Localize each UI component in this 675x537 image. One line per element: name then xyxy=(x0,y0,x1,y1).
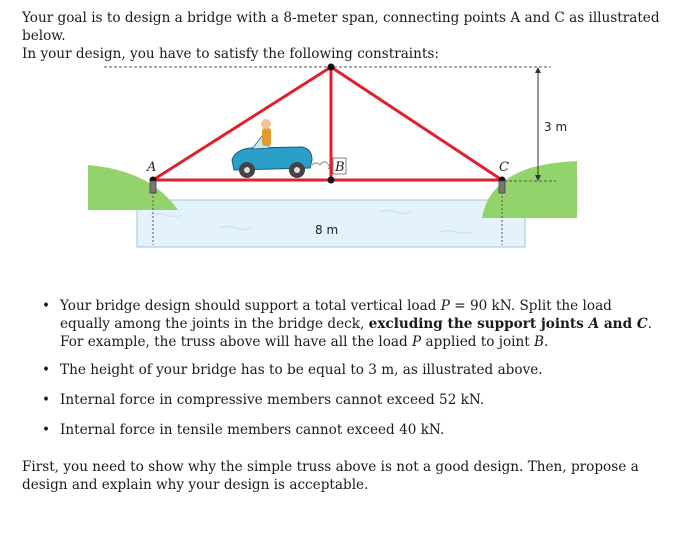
intro-line-1: Your goal is to design a bridge with a 8-meter span, connecting points A and C as illustrated below. xyxy=(22,10,660,44)
joint-b-label: B xyxy=(335,160,345,175)
car-driver xyxy=(262,128,271,146)
support-a xyxy=(150,181,156,193)
intro-line-2: In your design, you have to satisfy the following constraints: xyxy=(22,46,439,62)
bullet-icon: • xyxy=(42,362,51,378)
joint-top xyxy=(328,64,335,71)
constraint-list xyxy=(38,297,656,451)
member-top-c xyxy=(331,67,502,180)
constraint-load: • Your bridge design should support a total vertical load P = 90 kN. Split the load equally among the joints in the bridge deck, excluding the support joints A and C. For example, the truss above will have all the load P applied to joint B. xyxy=(42,298,652,350)
problem-task: First, you need to show why the simple truss above is not a good design. Then, propose a design and explain why your design is acceptable. xyxy=(22,459,639,493)
height-arrow-top xyxy=(535,67,541,73)
bullet-icon: • xyxy=(42,422,51,438)
car-exhaust-icon xyxy=(312,162,330,169)
constraint-compression: • Internal force in compressive members cannot exceed 52 kN. xyxy=(42,392,485,408)
constraint-height: • The height of your bridge has to be equal to 3 m, as illustrated above. xyxy=(42,362,543,378)
bullet-icon: • xyxy=(42,298,51,314)
car-driver-head xyxy=(261,119,271,129)
constraint-tension: • Internal force in tensile members cannot exceed 40 kN. xyxy=(42,422,445,438)
span-label: 8 m xyxy=(315,223,339,237)
car-wheel-front-hub xyxy=(244,167,250,173)
support-c xyxy=(499,181,505,193)
joint-b-node xyxy=(328,177,335,184)
bullet-icon: • xyxy=(42,392,51,408)
car-wheel-rear-hub xyxy=(294,167,300,173)
joint-c-label: C xyxy=(499,160,509,175)
joint-a-label: A xyxy=(147,160,157,175)
height-label: 3 m xyxy=(544,120,568,134)
right-bank xyxy=(482,161,577,218)
car-illustration xyxy=(232,119,330,178)
